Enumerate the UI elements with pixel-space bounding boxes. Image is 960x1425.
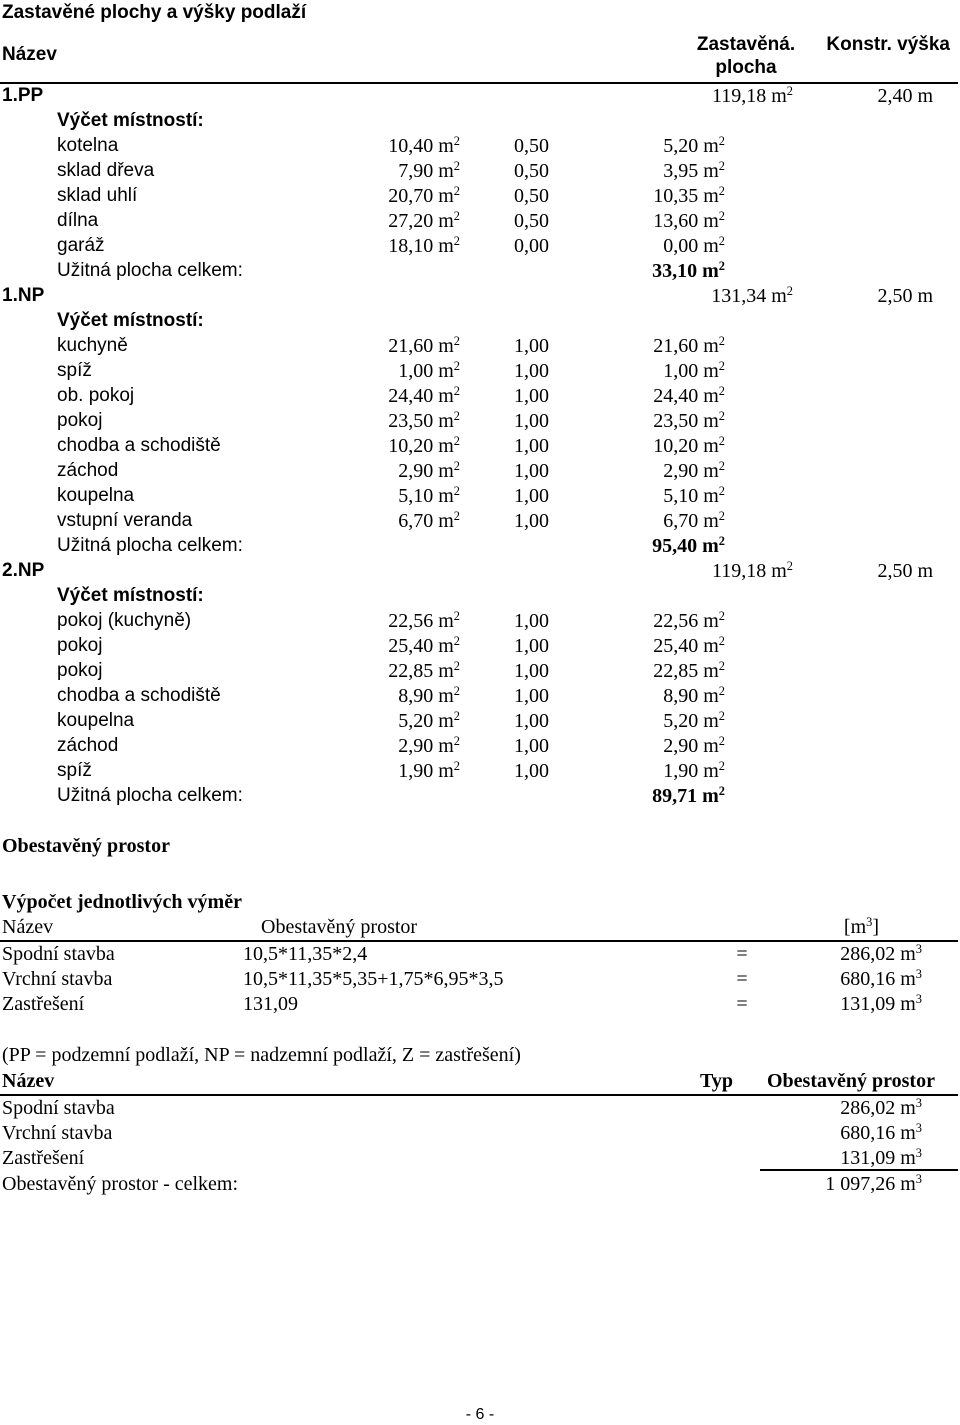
room-usable-area (663, 511, 725, 531)
unit-exponent: 2 (453, 234, 460, 249)
unit: m (771, 285, 787, 307)
room-area (398, 711, 460, 731)
room-coef: 0,50 (514, 135, 549, 157)
unit: m (438, 610, 454, 632)
unit-exponent: 2 (718, 134, 725, 149)
unit-exponent: 2 (718, 784, 725, 799)
summary-total (825, 1174, 922, 1194)
value: 2,90 (663, 460, 699, 482)
room-area (398, 736, 460, 756)
room-name: vstupní veranda (57, 510, 193, 531)
calc-row-equals: = (736, 943, 748, 965)
value: 25,40 (653, 635, 699, 657)
value: 2,90 (398, 735, 434, 757)
room-list-label: Výčet místností: (57, 310, 204, 331)
unit-exponent: 2 (453, 184, 460, 199)
room-usable-area (653, 186, 725, 206)
value: 2,90 (398, 460, 434, 482)
value: 22,56 (388, 610, 434, 632)
room-area (388, 211, 460, 231)
value: 13,60 (653, 210, 699, 232)
summary-header-rule (0, 1094, 958, 1096)
unit: m (438, 335, 454, 357)
unit: m (703, 410, 719, 432)
value: 119,18 (711, 85, 767, 107)
value: 18,10 (388, 235, 434, 257)
value: 22,85 (388, 660, 434, 682)
room-area (388, 636, 460, 656)
unit: m (438, 410, 454, 432)
room-name: ob. pokoj (57, 385, 135, 406)
room-usable-area (663, 736, 725, 756)
room-usable-area (653, 436, 725, 456)
calc-col-name: Název (2, 916, 54, 938)
calc-row-formula: 10,5*11,35*2,4 (243, 943, 368, 965)
floor-height: 2,40 m (877, 85, 933, 107)
value: 8,90 (663, 685, 699, 707)
unit: m (703, 360, 719, 382)
value: 23,50 (653, 410, 699, 432)
value: 22,85 (653, 660, 699, 682)
room-area (398, 511, 460, 531)
unit: m (771, 85, 787, 107)
value: 2,90 (663, 735, 699, 757)
usable-total (652, 536, 725, 556)
unit: m (703, 735, 719, 757)
room-usable-area (653, 336, 725, 356)
floor-name: 1.PP (2, 85, 44, 106)
unit-exponent: 2 (718, 484, 725, 499)
unit-exponent: 2 (718, 234, 725, 249)
room-coef: 0,50 (514, 160, 549, 182)
unit: m (703, 610, 719, 632)
unit: m (703, 385, 719, 407)
unit-exponent: 2 (453, 334, 460, 349)
room-coef: 1,00 (514, 735, 549, 757)
value: 10,20 (388, 435, 434, 457)
page-number: - 6 - (465, 1406, 495, 1423)
room-coef: 1,00 (514, 335, 549, 357)
unit-exponent: 3 (915, 1146, 922, 1161)
room-area (398, 761, 460, 781)
unit-exponent: 3 (915, 1096, 922, 1111)
unit-exponent: 3 (915, 967, 922, 982)
unit: m (703, 335, 719, 357)
calc-row-formula: 131,09 (243, 993, 298, 1015)
unit-exponent: 2 (453, 659, 460, 674)
unit-exponent: 2 (718, 184, 725, 199)
header-area-line1: Zastavěná. (696, 34, 796, 55)
room-name: chodba a schodiště (57, 685, 221, 706)
unit: m (703, 710, 719, 732)
summary-legend: (PP = podzemní podlaží, NP = nadzemní podlaží, Z = zastřešení) (2, 1044, 521, 1066)
value: 20,70 (388, 185, 434, 207)
value: 5,10 (398, 485, 434, 507)
value: 1,90 (398, 760, 434, 782)
room-area (388, 611, 460, 631)
unit-exponent: 2 (453, 359, 460, 374)
unit: m (438, 485, 454, 507)
value: 33,10 (652, 260, 698, 282)
header-rule (0, 82, 958, 84)
unit: m (900, 1147, 916, 1169)
unit-exponent: 2 (718, 209, 725, 224)
room-coef: 1,00 (514, 460, 549, 482)
unit: m (438, 735, 454, 757)
unit: m (438, 710, 454, 732)
room-name: pokoj (57, 660, 103, 681)
unit: m (703, 135, 719, 157)
unit: m (438, 385, 454, 407)
room-name: spíž (57, 360, 92, 381)
unit: m (703, 235, 719, 257)
room-name: kuchyně (57, 335, 128, 356)
room-name: kotelna (57, 135, 119, 156)
room-coef: 0,50 (514, 185, 549, 207)
value: 1 097,26 (825, 1173, 896, 1195)
value: 22,56 (653, 610, 699, 632)
value: 24,40 (388, 385, 434, 407)
value: 5,10 (663, 485, 699, 507)
value: 1,90 (663, 760, 699, 782)
room-list-label: Výčet místností: (57, 110, 204, 131)
value: 6,70 (398, 510, 434, 532)
summary-col-volume: Obestavěný prostor (767, 1070, 935, 1092)
room-area (398, 361, 460, 381)
room-area (388, 186, 460, 206)
section-title: Obestavěný prostor (2, 835, 170, 857)
room-name: pokoj (57, 635, 103, 656)
unit-exponent: 2 (453, 609, 460, 624)
value: 5,20 (663, 710, 699, 732)
room-area (398, 161, 460, 181)
unit-exponent: 2 (718, 259, 725, 274)
room-area (398, 686, 460, 706)
calc-col-formula: Obestavěný prostor (261, 916, 418, 938)
value: 131,09 (840, 1147, 896, 1169)
unit: m (900, 1173, 916, 1195)
value: 131,09 (840, 993, 896, 1015)
unit: m (438, 660, 454, 682)
floor-area (712, 86, 793, 106)
unit: m (702, 535, 719, 557)
room-coef: 1,00 (514, 635, 549, 657)
room-name: koupelna (57, 710, 135, 731)
unit-exponent: 3 (915, 942, 922, 957)
room-name: spíž (57, 760, 92, 781)
floor-area (712, 561, 793, 581)
unit-exponent: 2 (718, 609, 725, 624)
unit: m (438, 510, 454, 532)
calc-row-equals: = (736, 968, 748, 990)
unit: m (438, 685, 454, 707)
unit-exponent: 2 (718, 459, 725, 474)
unit-exponent: 2 (786, 84, 793, 99)
room-list-label: Výčet místností: (57, 585, 204, 606)
unit-exponent: 2 (453, 759, 460, 774)
room-area (388, 411, 460, 431)
unit: m (703, 660, 719, 682)
value: 25,40 (388, 635, 434, 657)
unit-exponent: 2 (453, 434, 460, 449)
room-name: pokoj (kuchyně) (57, 610, 192, 631)
room-area (388, 236, 460, 256)
summary-total-label: Obestavěný prostor - celkem: (2, 1173, 239, 1195)
value: 10,35 (653, 185, 699, 207)
unit-exponent: 2 (718, 534, 725, 549)
room-usable-area (663, 461, 725, 481)
room-area (398, 486, 460, 506)
unit: m (438, 435, 454, 457)
unit: m (900, 1097, 916, 1119)
unit-exponent: 2 (718, 659, 725, 674)
calc-col-unit (844, 917, 879, 937)
unit-exponent: 2 (718, 384, 725, 399)
room-coef: 1,00 (514, 610, 549, 632)
unit-close: ] (872, 916, 879, 938)
value: 89,71 (652, 785, 698, 807)
unit: m (438, 160, 454, 182)
summary-row-value (840, 1123, 922, 1143)
value: 6,70 (663, 510, 699, 532)
unit: m (703, 510, 719, 532)
room-coef: 1,00 (514, 660, 549, 682)
unit-exponent: 2 (718, 359, 725, 374)
summary-col-type: Typ (700, 1070, 733, 1092)
value: 8,90 (398, 685, 434, 707)
unit: m (703, 210, 719, 232)
unit-exponent: 2 (786, 559, 793, 574)
room-coef: 1,00 (514, 360, 549, 382)
room-area (388, 136, 460, 156)
value: 1,00 (663, 360, 699, 382)
unit: m (438, 135, 454, 157)
room-coef: 1,00 (514, 410, 549, 432)
value: 3,95 (663, 160, 699, 182)
room-coef: 1,00 (514, 685, 549, 707)
page-title: Zastavěné plochy a výšky podlaží (2, 2, 307, 23)
unit-exponent: 3 (866, 915, 873, 930)
unit-exponent: 2 (718, 409, 725, 424)
room-usable-area (663, 161, 725, 181)
room-area (388, 386, 460, 406)
unit-exponent: 2 (718, 634, 725, 649)
floor-area (711, 286, 793, 306)
usable-total-label: Užitná plocha celkem: (57, 785, 243, 806)
unit: m (703, 460, 719, 482)
room-usable-area (663, 761, 725, 781)
room-usable-area (653, 211, 725, 231)
summary-row-value (840, 1098, 922, 1118)
value: 23,50 (388, 410, 434, 432)
header-name: Název (2, 44, 57, 65)
calc-row-value (840, 994, 922, 1014)
room-usable-area (663, 711, 725, 731)
unit: m (771, 560, 787, 582)
value: 27,20 (388, 210, 434, 232)
unit-exponent: 2 (718, 759, 725, 774)
room-coef: 0,00 (514, 235, 549, 257)
value: 10,40 (388, 135, 434, 157)
unit: m (900, 1122, 916, 1144)
unit: m (438, 235, 454, 257)
unit-exponent: 3 (915, 1121, 922, 1136)
unit-exponent: 2 (453, 209, 460, 224)
header-height: Konstr. výška (826, 34, 950, 55)
unit-exponent: 2 (453, 709, 460, 724)
usable-total-label: Užitná plocha celkem: (57, 260, 243, 281)
room-coef: 1,00 (514, 485, 549, 507)
unit: m (438, 460, 454, 482)
calc-row-equals: = (736, 993, 748, 1015)
unit: m (438, 210, 454, 232)
room-area (388, 436, 460, 456)
value: 95,40 (652, 535, 698, 557)
room-usable-area (663, 236, 725, 256)
value: 21,60 (388, 335, 434, 357)
calc-row-name: Zastřešení (2, 993, 85, 1015)
value: 1,00 (398, 360, 434, 382)
unit-exponent: 2 (453, 134, 460, 149)
unit: m (703, 685, 719, 707)
floor-name: 2.NP (2, 560, 45, 581)
room-coef: 1,00 (514, 435, 549, 457)
unit-exponent: 2 (718, 334, 725, 349)
room-usable-area (653, 386, 725, 406)
unit-exponent: 2 (786, 284, 793, 299)
room-usable-area (663, 686, 725, 706)
floor-height: 2,50 m (877, 560, 933, 582)
unit-exponent: 2 (718, 509, 725, 524)
room-name: koupelna (57, 485, 135, 506)
unit-exponent: 2 (718, 684, 725, 699)
room-coef: 0,50 (514, 210, 549, 232)
unit-exponent: 2 (718, 709, 725, 724)
room-name: pokoj (57, 410, 103, 431)
value: 10,20 (653, 435, 699, 457)
unit-exponent: 2 (718, 434, 725, 449)
usable-total-label: Užitná plocha celkem: (57, 535, 243, 556)
unit: m (900, 968, 916, 990)
unit: m (703, 635, 719, 657)
unit: m (702, 260, 719, 282)
room-name: chodba a schodiště (57, 435, 221, 456)
calc-row-name: Spodní stavba (2, 943, 115, 965)
unit-exponent: 3 (915, 992, 922, 1007)
summary-col-name: Název (2, 1070, 55, 1092)
value: 131,34 (711, 285, 767, 307)
room-name: dílna (57, 210, 99, 231)
unit-exponent: 2 (453, 459, 460, 474)
unit: m (900, 993, 916, 1015)
usable-total (652, 261, 725, 281)
room-usable-area (663, 361, 725, 381)
room-area (398, 461, 460, 481)
calc-header-rule (0, 940, 958, 942)
unit: m (702, 785, 719, 807)
unit-exponent: 3 (915, 1172, 922, 1187)
value: 24,40 (653, 385, 699, 407)
room-usable-area (663, 486, 725, 506)
floor-name: 1.NP (2, 285, 45, 306)
value: 119,18 (711, 560, 767, 582)
unit-exponent: 2 (453, 634, 460, 649)
value: 5,20 (398, 710, 434, 732)
room-coef: 1,00 (514, 385, 549, 407)
room-name: záchod (57, 735, 119, 756)
room-usable-area (653, 611, 725, 631)
value: 7,90 (398, 160, 434, 182)
room-area (388, 336, 460, 356)
summary-row-name: Vrchní stavba (2, 1122, 113, 1144)
room-usable-area (653, 661, 725, 681)
unit-exponent: 2 (453, 684, 460, 699)
unit-exponent: 2 (453, 509, 460, 524)
calc-row-value (840, 944, 922, 964)
room-coef: 1,00 (514, 760, 549, 782)
value: 286,02 (840, 1097, 896, 1119)
unit-exponent: 2 (718, 159, 725, 174)
calc-row-value (840, 969, 922, 989)
unit: m (438, 760, 454, 782)
summary-row-name: Zastřešení (2, 1147, 85, 1169)
room-usable-area (653, 411, 725, 431)
unit: m (438, 360, 454, 382)
calc-row-formula: 10,5*11,35*5,35+1,75*6,95*3,5 (243, 968, 504, 990)
unit: m (438, 185, 454, 207)
value: 0,00 (663, 235, 699, 257)
floor-height: 2,50 m (877, 285, 933, 307)
room-usable-area (663, 136, 725, 156)
room-usable-area (653, 636, 725, 656)
room-name: záchod (57, 460, 119, 481)
header-area-line2: plocha (715, 57, 777, 78)
unit-exponent: 2 (453, 734, 460, 749)
unit-exponent: 2 (453, 484, 460, 499)
room-coef: 1,00 (514, 510, 549, 532)
calc-row-name: Vrchní stavba (2, 968, 113, 990)
value: 680,16 (840, 968, 896, 990)
summary-row-value (840, 1148, 922, 1168)
unit: m (703, 435, 719, 457)
value: 21,60 (653, 335, 699, 357)
calc-title: Výpočet jednotlivých výměr (2, 891, 242, 913)
room-area (388, 661, 460, 681)
room-name: sklad uhlí (57, 185, 138, 206)
unit: m (438, 635, 454, 657)
unit-exponent: 2 (453, 159, 460, 174)
unit-open: [m (843, 916, 867, 938)
unit: m (900, 943, 916, 965)
unit-exponent: 2 (453, 384, 460, 399)
usable-total (652, 786, 725, 806)
value: 286,02 (840, 943, 896, 965)
summary-row-name: Spodní stavba (2, 1097, 115, 1119)
unit: m (703, 185, 719, 207)
summary-total-rule (760, 1169, 958, 1171)
room-name: sklad dřeva (57, 160, 155, 181)
room-name: garáž (57, 235, 105, 256)
unit: m (703, 760, 719, 782)
unit: m (703, 160, 719, 182)
value: 5,20 (663, 135, 699, 157)
room-coef: 1,00 (514, 710, 549, 732)
unit-exponent: 2 (718, 734, 725, 749)
value: 680,16 (840, 1122, 896, 1144)
unit-exponent: 2 (453, 409, 460, 424)
unit: m (703, 485, 719, 507)
